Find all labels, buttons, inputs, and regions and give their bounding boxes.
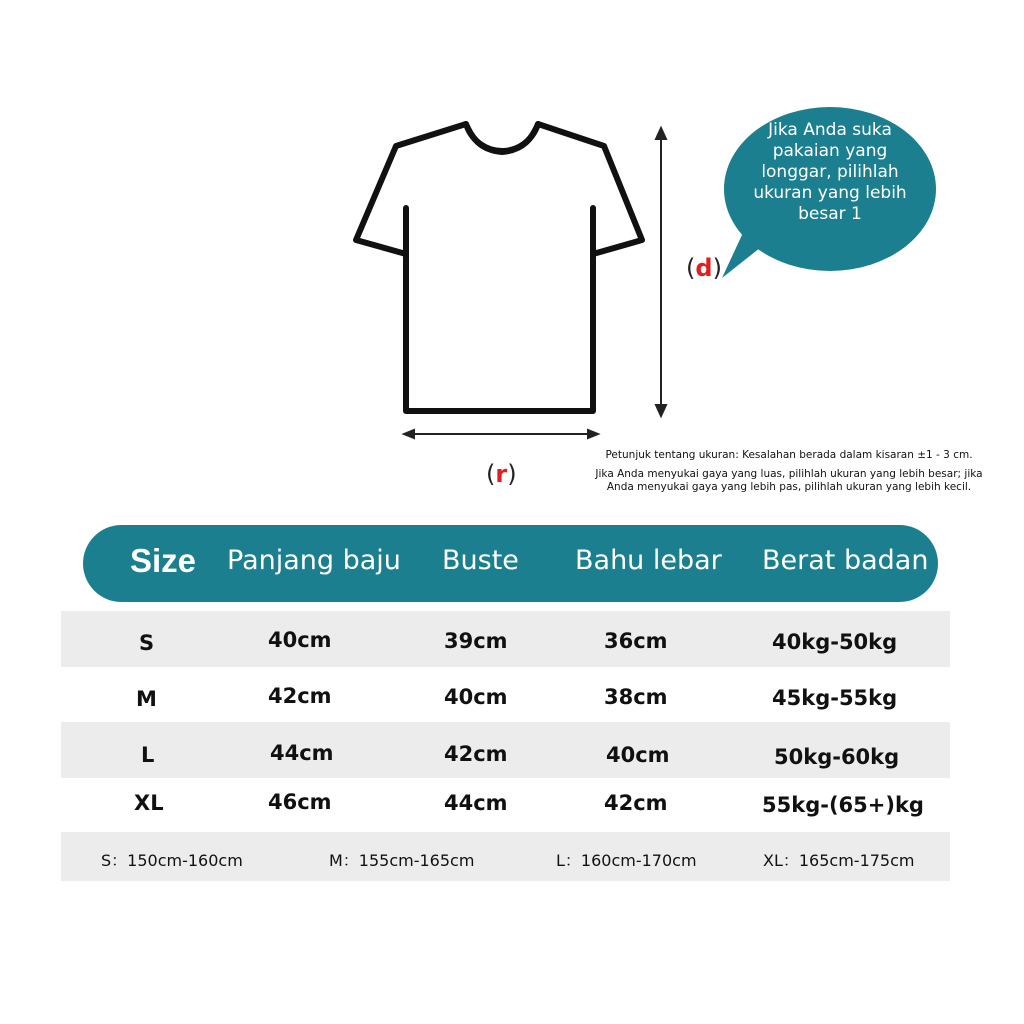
cell-size-s: S [139, 631, 155, 655]
cell-length-xl: 46cm [268, 790, 332, 814]
tip-fit-advice: Jika Anda menyukai gaya yang luas, pilihlah ukuran yang lebih besar; jika Anda menyukai gaya yang lebih pas, pilihlah ukuran yang lebih kecil. [595, 468, 983, 493]
width-label-open: ( [486, 460, 496, 488]
size-tips [590, 449, 988, 494]
header-shoulder: Bahu lebar [575, 545, 722, 576]
cell-bust-s: 39cm [444, 629, 508, 653]
cell-shoulder-s: 36cm [604, 629, 668, 653]
cell-weight-xl: 55kg-(65+)kg [762, 793, 924, 817]
tshirt-outline-icon [356, 124, 642, 411]
cell-bust-m: 40cm [444, 685, 508, 709]
bubble-text: Jika Anda suka pakaian yang longgar, pilihlah ukuran yang lebih besar 1 [753, 120, 907, 224]
cell-weight-m: 45kg-55kg [772, 686, 898, 710]
cell-length-m: 42cm [268, 684, 332, 708]
height-s: S：150cm-160cm [101, 851, 243, 870]
height-m: M：155cm-165cm [329, 851, 475, 870]
length-label-letter: d [695, 254, 713, 282]
cell-shoulder-l: 40cm [606, 743, 670, 767]
length-label-close: ) [712, 254, 722, 282]
width-label-letter: r [495, 460, 508, 488]
width-arrow-icon [404, 430, 598, 438]
length-label-open: ( [686, 254, 696, 282]
header-weight: Berat badan [762, 545, 929, 576]
tip-tolerance: Petunjuk tentang ukuran: Kesalahan berada dalam kisaran ±1 - 3 cm. [605, 449, 973, 461]
cell-size-l: L [141, 743, 155, 767]
length-arrow-icon [656, 128, 666, 416]
cell-shoulder-xl: 42cm [604, 791, 668, 815]
cell-length-s: 40cm [268, 628, 332, 652]
header-size: Size [130, 542, 197, 579]
cell-weight-s: 40kg-50kg [772, 630, 898, 654]
cell-bust-xl: 44cm [444, 791, 508, 815]
cell-size-xl: XL [134, 791, 164, 815]
width-label [486, 460, 517, 488]
cell-bust-l: 42cm [444, 742, 508, 766]
width-label-close: ) [507, 460, 517, 488]
header-length: Panjang baju [227, 545, 401, 576]
height-xl: XL：165cm-175cm [763, 851, 915, 870]
height-l: L：160cm-170cm [556, 851, 697, 870]
cell-size-m: M [136, 687, 157, 711]
length-label [686, 254, 722, 282]
cell-weight-l: 50kg-60kg [774, 745, 900, 769]
cell-shoulder-m: 38cm [604, 685, 668, 709]
header-bust: Buste [442, 545, 519, 576]
cell-length-l: 44cm [270, 741, 334, 765]
